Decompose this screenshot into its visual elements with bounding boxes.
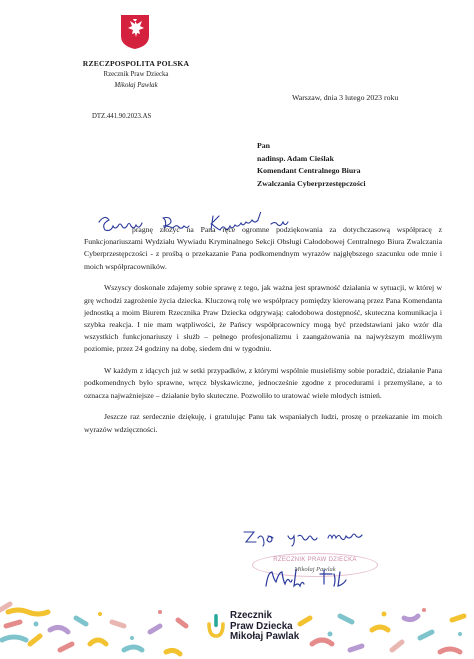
footer-logo-text [230,611,299,643]
rpd-logo-icon [206,612,226,638]
body-paragraph: Jeszcze raz serdecznie dziękuję, i gratulując Panu tak wspaniałych ludzi, proszę o przekazanie im moich wyrazów wdzięczności. [84,412,442,434]
recipient-block [257,140,365,190]
recipient-line: Pan [257,141,270,150]
recipient-line: Zwalczania Cyberprzestępczości [257,178,366,188]
office-name: Rzecznik Praw Dziecka [103,71,169,78]
stamp-name: Mikołaj Pawlak [294,566,336,573]
body-paragraph: Wszyscy doskonale zdajemy sobie sprawę z tego, jak ważna jest sprawność działania w sytuacji, w której w grę wchodzi zagrożenie życia dziecka. Kluczową rolę we współpracy pomiędzy kierowaną przez Pana Komendanta jednostką a moim Biurem Rzecznika Praw Dziecka odgrywają: całodobowa dostępność, skuteczna komunikacja i szybka reakcja. I nie mam wątpliwości, że Pańscy współpracownicy mogą być przedstawiani jako wzór dla wszystkich funkcjonariuszy i służb – pełnego profesjonalizmu i zaangażowania na najwyższym możliwym poziomie, przez 24 godziny na dobę, siedem dni w tygodniu. [84,283,442,354]
handwritten-closing [240,526,370,548]
institution-header [46,58,226,91]
letter-date: Warszaw, dnia 3 lutego 2023 roku [292,93,399,102]
country-name: RZECZPOSPOLITA POLSKA [82,59,190,68]
polish-eagle-emblem-icon [120,14,150,50]
logo-line: Mikołaj Pawlak [230,631,300,643]
body-paragraph: W każdym z idących już w setki przypadków, z którymi wspólnie musieliśmy sobie poradzić, działanie Pana podkomendnych było sprawne, wręcz błyskawiczne, jednocześnie zgodne z procedurami i przemyślane, a to oznacza najważniejsze – działanie było skuteczne. Pozwoliło to uratować wiele młodych istnień. [84,366,442,400]
logo-line: Rzecznik [230,610,272,621]
reference-number: DTZ.441.90.2023.AS [92,113,152,120]
officer-name: Mikołaj Pawlak [114,82,158,89]
stamp-title: RZECZNIK PRAW DZIECKA [273,557,357,563]
letter-body [84,224,442,445]
logo-line: Praw Dziecka [230,620,293,632]
recipient-line: Komendant Centralnego Biura [257,166,361,175]
body-paragraph: pragnę złożyć na Pana ręce ogromne podziękowania za dotychczasową współpracę z Funkcjonariuszami Wydziału Wywiadu Kryminalnego Sekcji Obsługi Całodobowej Centralnego Biura Zwalczania Cyberprzestępczości - z prośbą o przekazanie Pana podkomendnym wyrazów najgłębszego szacunku ode mnie i moich współpracowników. [84,225,442,271]
handwritten-signature [262,566,372,590]
recipient-line: nadinsp. Adam Cieślak [257,153,334,163]
